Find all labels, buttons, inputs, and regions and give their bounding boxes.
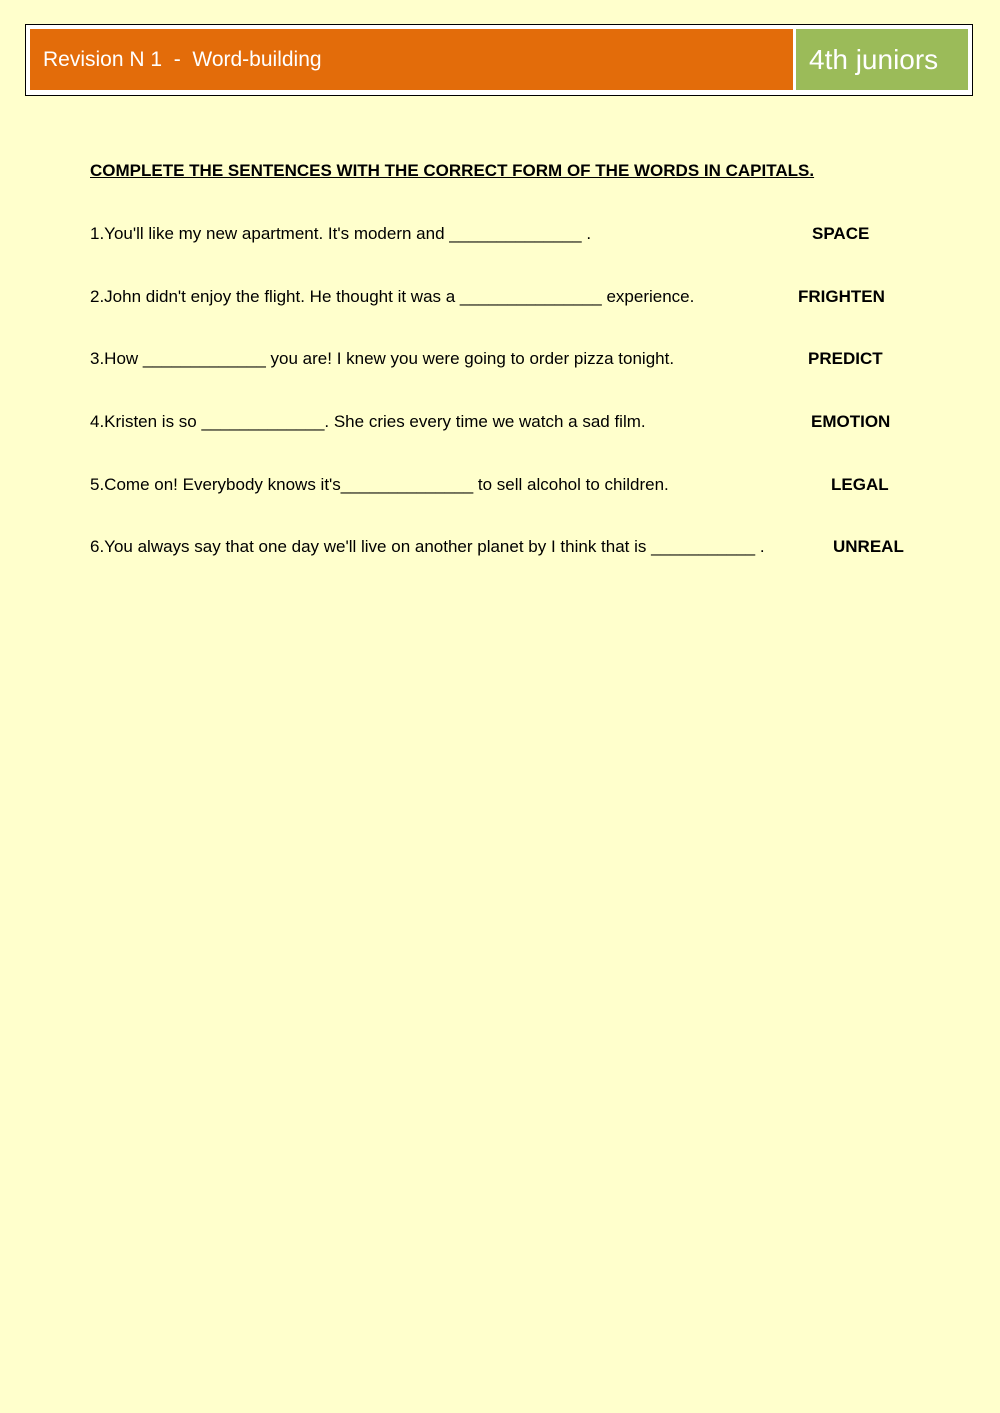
exercise-sentence: 5.Come on! Everybody knows it's______________ to sell alcohol to children. — [90, 474, 669, 494]
worksheet-header — [25, 24, 973, 96]
exercise-keyword: SPACE — [812, 224, 870, 243]
exercise-sentence: 4.Kristen is so _____________. She cries every time we watch a sad film. — [90, 412, 646, 432]
exercise-item-6 — [90, 537, 920, 600]
worksheet-title: Revision N 1 - Word-building — [43, 47, 322, 71]
exercise-keyword: EMOTION — [811, 412, 891, 432]
exercise-list — [90, 224, 920, 600]
exercise-sentence: 1.You'll like my new apartment. It's modern and ______________ . — [90, 224, 592, 243]
exercise-sentence: 2.John didn't enjoy the flight. He thought it was a _______________ experience. — [90, 286, 695, 306]
exercise-item-2 — [90, 287, 920, 350]
exercise-keyword: PREDICT — [808, 349, 883, 369]
level-banner — [796, 29, 968, 90]
exercise-keyword: LEGAL — [831, 474, 889, 494]
instruction-text: COMPLETE THE SENTENCES WITH THE CORRECT FORM OF THE WORDS IN CAPITALS. — [90, 161, 815, 180]
title-banner — [30, 29, 793, 90]
exercise-sentence: 6.You always say that one day we'll live on another planet by I think that is ___________ . — [90, 537, 765, 557]
level-label: 4th juniors — [809, 43, 939, 75]
exercise-item-1 — [90, 224, 920, 287]
exercise-keyword: UNREAL — [833, 537, 904, 557]
exercise-sentence: 3.How _____________ you are! I knew you were going to order pizza tonight. — [90, 349, 675, 369]
exercise-keyword: FRIGHTEN — [798, 286, 885, 306]
exercise-item-3 — [90, 349, 920, 412]
exercise-item-5 — [90, 475, 920, 538]
exercise-item-4 — [90, 412, 920, 475]
